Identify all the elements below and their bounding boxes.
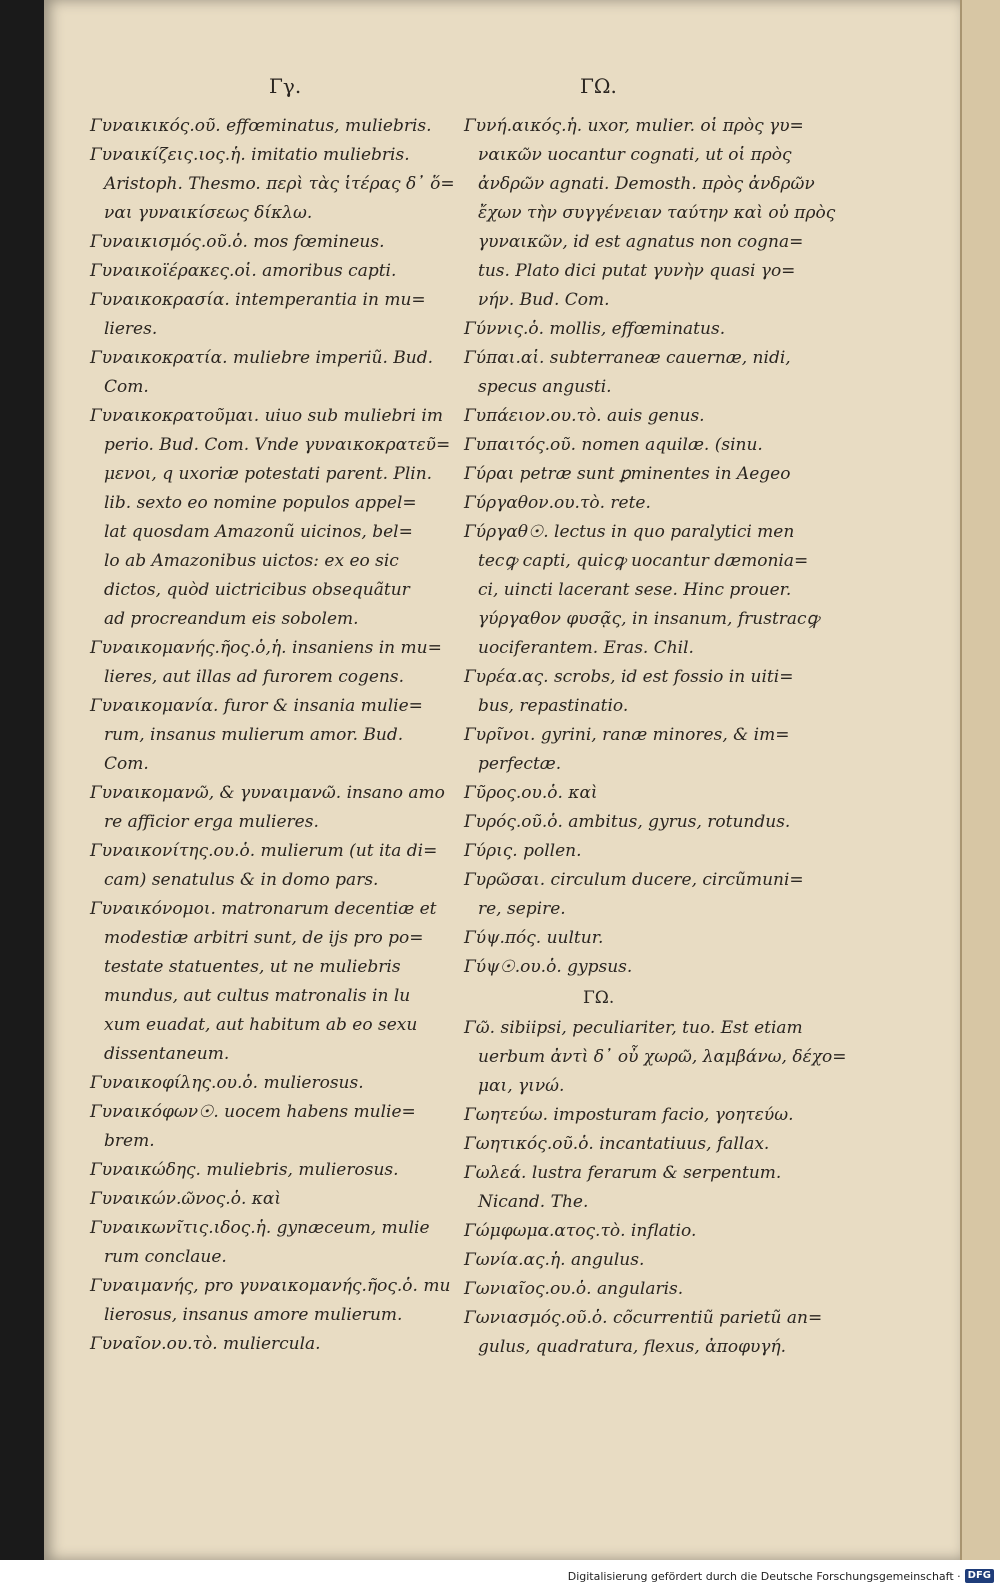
entry-continuation-line: γυναικῶν, id est agnatus non cogna= [478, 232, 804, 252]
entry-continuation-line: perio. Bud. Com. Vnde γυναικοκρατεῦ= [104, 435, 451, 455]
entry-headword-line: Γυρῶσαι. circulum ducere, circũmuni= [464, 870, 804, 890]
entry-headword-line: Γύραι petræ sunt ꝑminentes in Aegeo [464, 464, 791, 484]
digitization-footer [0, 1560, 1000, 1592]
entry-continuation-line: dissentaneum. [104, 1044, 230, 1064]
dictionary-entry [464, 431, 804, 460]
entry-continuation-line: lat quosdam Amazonũ uicinos, bel= [104, 522, 413, 542]
entry-headword-line: Γυναικομανῶ, & γυναιμανῶ. insano amo [90, 783, 445, 803]
entry-continuation-line: Com. [104, 754, 149, 774]
dictionary-entry [464, 866, 804, 924]
entry-continuation-line: cam) senatulus & in domo pars. [104, 870, 379, 890]
entry-headword-line: Γυναικονίτης.ου.ὁ. mulierum (ut ita di= [90, 841, 438, 861]
entry-headword-line: Γύπαι.αἱ. subterraneæ cauernæ, nidi, [464, 348, 791, 368]
dictionary-entry [90, 112, 435, 141]
entry-headword-line: Γυναῖον.ου.τὸ. muliercula. [90, 1334, 321, 1354]
entry-headword-line: Γωνία.ας.ἡ. angulus. [464, 1250, 645, 1270]
entry-headword-line: Γυναικομανία. furor & insania mulie= [90, 696, 423, 716]
dictionary-entry [464, 402, 804, 431]
page-edge [960, 0, 1000, 1560]
entry-headword-line: Γυναικώδης. muliebris, mulierosus. [90, 1160, 399, 1180]
entry-continuation-line: lieres. [104, 319, 158, 339]
entry-continuation-line: ad procreandum eis sobolem. [104, 609, 359, 629]
entry-continuation-line: mundus, aut cultus matronalis in lu [104, 986, 411, 1006]
entry-headword-line: Γυναικίζεις.ιος.ἡ. imitatio muliebris. [90, 145, 410, 165]
dictionary-entry [464, 344, 804, 402]
entry-headword-line: Γῶ. sibiipsi, peculiariter, tuo. Est etiam [464, 1018, 803, 1038]
dictionary-entry [464, 779, 804, 808]
dictionary-entry [464, 953, 804, 982]
dictionary-entry [464, 1130, 804, 1159]
dictionary-entry [90, 692, 435, 779]
dictionary-entry [90, 1272, 451, 1330]
entry-continuation-line: ναι γυναικίσεως δίκλω. [104, 203, 313, 223]
entry-continuation-line: re afficior erga mulieres. [104, 812, 319, 832]
entry-continuation-line: lieres, aut illas ad furorem cogens. [104, 667, 405, 687]
dictionary-entry [90, 1185, 435, 1214]
dictionary-entry [90, 141, 455, 228]
entry-continuation-line: modestiæ arbitri sunt, de ijs pro po= [104, 928, 424, 948]
entry-continuation-line: tus. Plato dici putat γυνὴν quasi γο= [478, 261, 796, 281]
entry-headword-line: Γυναικοκρατοῦμαι. uiuo sub muliebri im [90, 406, 443, 426]
dictionary-entry [464, 1275, 804, 1304]
entry-continuation-line: μαι, γινώ. [478, 1076, 565, 1096]
page-header-right: ΓΩ. [580, 74, 617, 98]
entry-headword-line: Γωνιαῖος.ου.ὁ. angularis. [464, 1279, 684, 1299]
entry-headword-line: Γυναικομανής.ῆος.ὁ,ἡ. insaniens in mu= [90, 638, 442, 658]
dictionary-entry [90, 837, 438, 895]
dictionary-entry [90, 1069, 435, 1098]
dictionary-entry [90, 286, 435, 344]
entry-continuation-line: Com. [104, 377, 149, 397]
entry-continuation-line: specus angusti. [478, 377, 612, 397]
dictionary-entry [464, 460, 804, 489]
entry-headword-line: Γυναικόνομοι. matronarum decentiæ et [90, 899, 437, 919]
dictionary-entry [464, 721, 804, 779]
dictionary-entry [464, 1014, 847, 1101]
entry-headword-line: Γύργαθ☉. lectus in quo paralytici men [464, 522, 795, 542]
entry-headword-line: Γύψ.πός. uultur. [464, 928, 604, 948]
dictionary-entry [464, 837, 804, 866]
dictionary-entry [464, 1159, 804, 1217]
dictionary-entry [90, 1098, 435, 1156]
section-heading: ΓΩ. [583, 988, 615, 1008]
dictionary-entry [90, 402, 451, 634]
dictionary-entry [90, 257, 435, 286]
entry-headword-line: Γωλεά. lustra ferarum & serpentum. [464, 1163, 782, 1183]
entry-headword-line: Γυναικοκρασία. intemperantia in mu= [90, 290, 426, 310]
entry-headword-line: Γωητεύω. imposturam facio, γοητεύω. [464, 1105, 794, 1125]
entry-headword-line: Γυρός.οῦ.ὁ. ambitus, gyrus, rotundus. [464, 812, 791, 832]
entry-headword-line: Γύψ☉.ου.ὁ. gypsus. [464, 957, 633, 977]
entry-continuation-line: rum conclaue. [104, 1247, 227, 1267]
entry-headword-line: Γυρέα.ας. scrobs, id est fossio in uiti= [464, 667, 794, 687]
entry-continuation-line: γύργαθον φυσᾷς, in insanum, frustracꝙ [478, 609, 820, 629]
dictionary-entry [90, 344, 435, 402]
scan-background-left [0, 0, 44, 1560]
entry-continuation-line: μενοι, q uxoriæ potestati parent. Plin. [104, 464, 433, 484]
dictionary-entry [464, 315, 804, 344]
footer-credit: Digitalisierung gefördert durch die Deutsche Forschungsgemeinschaft · [567, 1569, 961, 1583]
entry-headword-line: Γυναικών.ῶνος.ὁ. καὶ [90, 1189, 282, 1209]
entry-headword-line: Γυναικόφων☉. uocem habens mulie= [90, 1102, 416, 1122]
entry-headword-line: Γυναιμανής, pro γυναικομανής.ῆος.ὁ. mu [90, 1276, 451, 1296]
entry-continuation-line: ἔχων τὴν συγγένειαν ταύτην καὶ οὐ πρὸς [478, 203, 836, 223]
dictionary-entry [90, 1214, 435, 1272]
entry-continuation-line: gulus, quadratura, flexus, ἀποφυγή. [478, 1337, 787, 1357]
dictionary-entry [464, 663, 804, 721]
entry-headword-line: Γυναικικός.οῦ. effœminatus, muliebris. [90, 116, 432, 136]
entry-continuation-line: re, sepire. [478, 899, 566, 919]
entry-continuation-line: xum euadat, aut habitum ab eo sexu [104, 1015, 418, 1035]
entry-headword-line: Γυναικοφίλης.ου.ὁ. mulierosus. [90, 1073, 364, 1093]
entry-continuation-line: dictos, quòd uictricibus obsequãtur [104, 580, 410, 600]
entry-headword-line: Γωητικός.οῦ.ὁ. incantatiuus, fallax. [464, 1134, 770, 1154]
dictionary-entry [464, 112, 836, 315]
dictionary-entry [464, 808, 804, 837]
book-page [44, 0, 960, 1560]
entry-headword-line: Γυπάειον.ου.τὸ. auis genus. [464, 406, 705, 426]
entry-continuation-line: ναικῶν uocantur cognati, ut οἱ πρὸς [478, 145, 792, 165]
entry-continuation-line: lo ab Amazonibus uictos: ex eo sic [104, 551, 399, 571]
entry-continuation-line: perfectæ. [478, 754, 562, 774]
entry-continuation-line: ci, uincti lacerant sese. Hinc prouer. [478, 580, 792, 600]
entry-continuation-line: lib. sexto eo nomine populos appel= [104, 493, 417, 513]
dictionary-entry [464, 518, 820, 663]
entry-headword-line: Γυναικισμός.οῦ.ὁ. mos fœmineus. [90, 232, 385, 252]
entry-continuation-line: lierosus, insanus amore mulierum. [104, 1305, 403, 1325]
entry-continuation-line: rum, insanus mulierum amor. Bud. [104, 725, 404, 745]
dictionary-entry [464, 1246, 804, 1275]
dictionary-entry [90, 634, 442, 692]
dictionary-entry [90, 779, 445, 837]
entry-continuation-line: νήν. Bud. Com. [478, 290, 610, 310]
dictionary-entry [90, 1330, 435, 1359]
entry-headword-line: Γυναικωνῖτις.ιδος.ἡ. gynæceum, mulie [90, 1218, 430, 1238]
dfg-logo: DFG [965, 1569, 994, 1583]
dictionary-entry [464, 1304, 823, 1362]
dictionary-entry [90, 1156, 435, 1185]
dictionary-entry [464, 924, 804, 953]
entry-headword-line: Γυπαιτός.οῦ. nomen aquilæ. (sinu. [464, 435, 763, 455]
dictionary-entry [90, 228, 435, 257]
entry-headword-line: Γυναικοϊέρακες.οἱ. amoribus capti. [90, 261, 397, 281]
entry-headword-line: Γωνιασμός.οῦ.ὁ. cõcurrentiũ parietũ an= [464, 1308, 823, 1328]
page-header-left: Γγ. [269, 74, 302, 98]
entry-headword-line: Γῦρος.ου.ὁ. καὶ [464, 783, 598, 803]
entry-headword-line: Γύννις.ὁ. mollis, effœminatus. [464, 319, 726, 339]
entry-continuation-line: Aristoph. Thesmo. περὶ τὰς ἱτέρας δ᾽ ὅ= [104, 174, 455, 194]
entry-headword-line: Γυρῖνοι. gyrini, ranæ minores, & im= [464, 725, 790, 745]
dictionary-entry [464, 1101, 804, 1130]
entry-headword-line: Γυναικοκρατία. muliebre imperiũ. Bud. [90, 348, 433, 368]
entry-headword-line: Γώμφωμα.ατος.τὸ. inflatio. [464, 1221, 697, 1241]
entry-continuation-line: testate statuentes, ut ne muliebris [104, 957, 401, 977]
dictionary-entry [464, 489, 804, 518]
entry-continuation-line: brem. [104, 1131, 155, 1151]
entry-headword-line: Γυνή.αικός.ἡ. uxor, mulier. οἱ πρὸς γυ= [464, 116, 804, 136]
entry-continuation-line: Nicand. The. [478, 1192, 589, 1212]
entry-continuation-line: uerbum ἀντὶ δ᾽ οὖ χωρῶ, λαμβάνω, δέχο= [478, 1047, 847, 1067]
dictionary-entry [464, 1217, 804, 1246]
entry-continuation-line: bus, repastinatio. [478, 696, 629, 716]
dictionary-entry [90, 895, 435, 1069]
entry-continuation-line: uociferantem. Eras. Chil. [478, 638, 694, 658]
entry-headword-line: Γύρις. pollen. [464, 841, 582, 861]
entry-continuation-line: ἀνδρῶν agnati. Demosth. πρὸς ἀνδρῶν [478, 174, 815, 194]
entry-continuation-line: tecꝙ capti, quicꝙ uocantur dæmonia= [478, 551, 809, 571]
entry-headword-line: Γύργαθον.ου.τὸ. rete. [464, 493, 651, 513]
